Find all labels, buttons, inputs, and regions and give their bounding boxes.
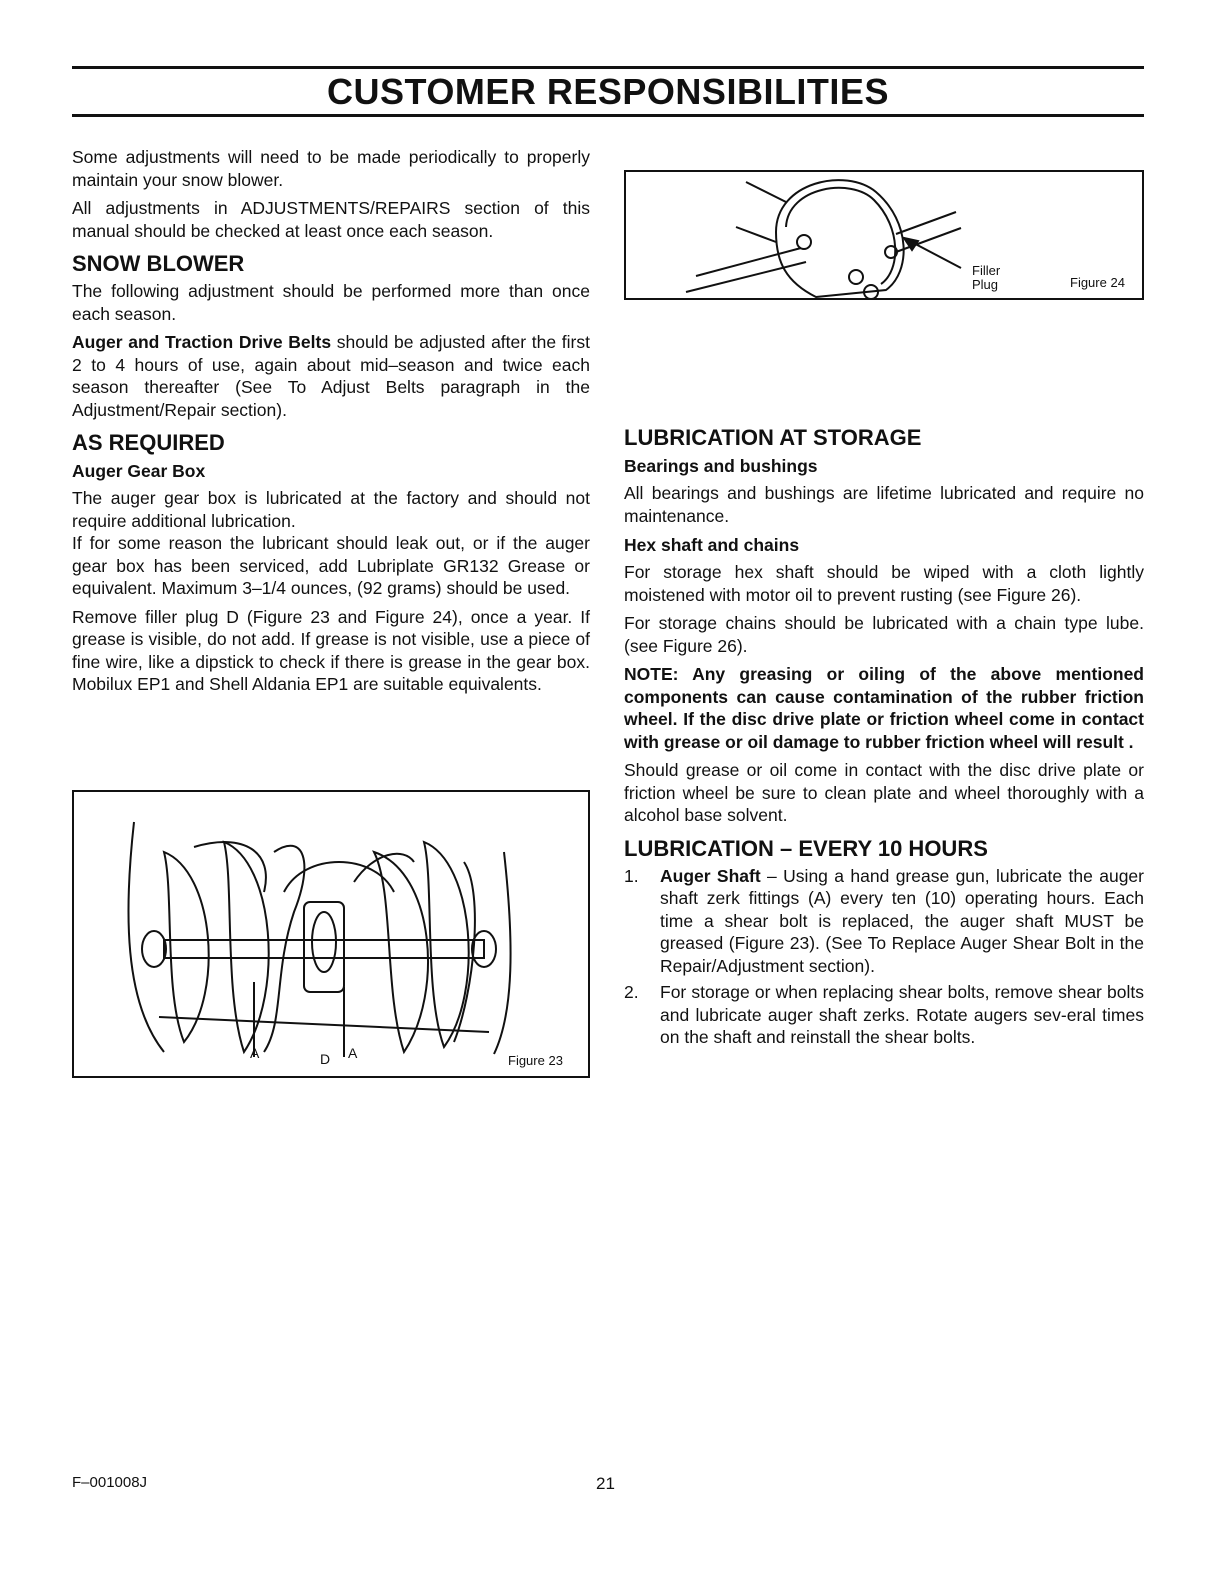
bearings-subheading: Bearings and bushings (624, 456, 818, 476)
figure-23-label-a-right: A (348, 1045, 358, 1061)
contact-paragraph: Should grease or oil come in contact with the disc drive plate or friction wheel be sure to clean plate and wheel thoroughly with a alcohol base solvent. (624, 760, 1144, 825)
as-required-heading: AS REQUIRED (72, 430, 225, 455)
gear-box-drawing (626, 172, 1142, 298)
step-1-number: 1. (624, 865, 639, 886)
step-1-lead: Auger Shaft (660, 865, 761, 886)
left-column (72, 146, 590, 702)
step-1-text: – Using a hand grease gun, lubricate the auger shaft zerk fittings (A) every ten (10) operating hours. Each time a shear bolt is replaced, the auger shaft MUST be greased (Figure 23). (See To Replace Auger Shear Bolt in the Repair/Adjustment section). (660, 865, 1144, 976)
step-1 (624, 865, 1144, 978)
belts-text: should be adjusted after the first 2 to 4 hours of use, again about mid–season and twice each season thereafter (See To Adjust Belts paragraph in the Adjustment/Repair section). (72, 332, 590, 420)
title-underline (72, 114, 1144, 117)
step-2 (624, 981, 1144, 1049)
gear-box-paragraph-1: The auger gear box is lubricated at the factory and should not require additional lubrication. (72, 488, 590, 531)
hex-shaft-paragraph-1: For storage hex shaft should be wiped with a cloth lightly moistened with motor oil to prevent rusting (see Figure 26). (624, 562, 1144, 605)
step-2-text: For storage or when replacing shear bolts, remove shear bolts and lubricate auger shaft zerks. Rotate augers sev-eral times on the shaft and reinstall the shear bolts. (660, 982, 1144, 1047)
page-number: 21 (596, 1474, 615, 1493)
figure-24-label-plug: Plug (972, 277, 999, 292)
figure-23-auger (72, 790, 590, 1078)
intro-paragraph-2: All adjustments in ADJUSTMENTS/REPAIRS section of this manual should be checked at least once each season. (72, 198, 590, 241)
figure-23-caption: Figure 23 (508, 1053, 563, 1068)
step-2-number: 2. (624, 982, 639, 1002)
bearings-paragraph: All bearings and bushings are lifetime lubricated and require no maintenance. (624, 483, 1144, 526)
top-rule (72, 66, 1144, 69)
belts-paragraph (72, 331, 590, 421)
page-title: CUSTOMER RESPONSIBILITIES (327, 71, 889, 112)
auger-drawing (74, 792, 588, 1076)
gear-box-subheading: Auger Gear Box (72, 461, 206, 481)
intro-paragraph-1: Some adjustments will need to be made periodically to properly maintain your snow blower. (72, 147, 590, 190)
figure-23-label-d: D (320, 1051, 331, 1067)
figure-24-label-filler: Filler (972, 263, 1001, 278)
snow-blower-heading: SNOW BLOWER (72, 251, 245, 276)
ten-hours-heading: LUBRICATION – EVERY 10 HOURS (624, 835, 988, 861)
document-code: F–001008J (72, 1474, 148, 1491)
belts-lead: Auger and Traction Drive Belts (72, 332, 332, 352)
figure-23-label-a-left: A (250, 1045, 260, 1061)
snow-blower-paragraph: The following adjustment should be performed more than once each season. (72, 281, 590, 324)
lubrication-steps (624, 865, 1144, 1049)
hex-shaft-subheading: Hex shaft and chains (624, 535, 800, 555)
storage-heading: LUBRICATION AT STORAGE (624, 425, 922, 450)
gear-box-paragraph-3: Remove filler plug D (Figure 23 and Figure 24), once a year. If grease is visible, do not add. If grease is not visible, use a piece of fine wire, like a dipstick to check if there is grease in the gear box. Mobilux EP1 and Shell Aldania EP1 are suitable equivalents. (72, 606, 590, 694)
figure-24-gear-box (624, 170, 1144, 300)
figure-24-caption: Figure 24 (1070, 275, 1125, 290)
hex-shaft-paragraph-2: For storage chains should be lubricated with a chain type lube. (see Figure 26). (624, 613, 1144, 656)
right-column (624, 424, 1144, 1053)
gear-box-paragraph-2: If for some reason the lubricant should leak out, or if the auger gear box has been serviced, add Lubriplate GR132 Grease or equivalent. Maximum 3–1/4 ounces, (92 grams) should be used. (72, 533, 590, 598)
note-paragraph: NOTE: Any greasing or oiling of the above mentioned components can cause contamination of the rubber friction wheel. If the disc drive plate or friction wheel come in contact with grease or oil damage to rubber friction wheel will result . (624, 664, 1144, 752)
